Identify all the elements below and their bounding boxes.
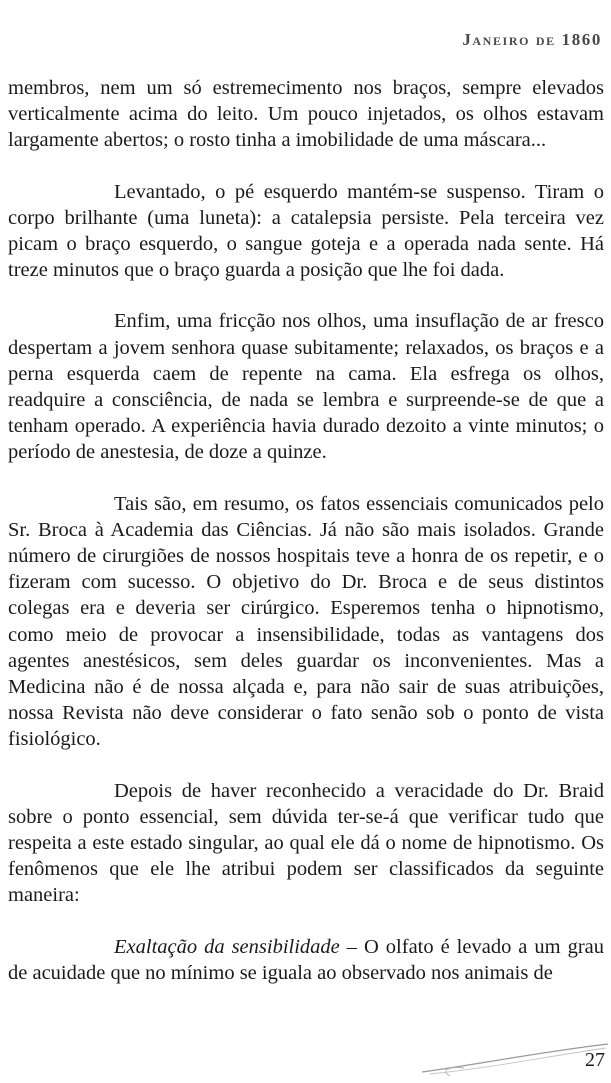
running-header: Janeiro de 1860 xyxy=(462,30,602,49)
paragraph-6 xyxy=(8,934,604,986)
paragraph-5: Depois de haver reconhecido a veracidade do Dr. Braid sobre o ponto essencial, sem dúvida ter-se-á que verificar tudo que respeita a este estado singular, ao qual ele dá o nome de hipnotismo. Os fenômenos que ele lhe atribui podem ser classificados da seguinte maneira: xyxy=(8,779,604,907)
page-body xyxy=(8,75,604,986)
paragraph-1: membros, nem um só estremecimento nos braços, sempre elevados verticalmente acima do leito. Um pouco injetados, os olhos estavam largamente abertos; o rosto tinha a imobilidade de uma máscara... xyxy=(8,77,604,152)
paragraph-4: Tais são, em resumo, os fatos essenciais comunicados pelo Sr. Broca à Academia das Ciências. Já não são mais isolados. Grande número de cirurgiões de nossos hospitais teve a honra de os repetir, e o fizeram com sucesso. O objetivo do Dr. Broca e de seus distintos colegas era e deveria ser cirúrgico. Esperemos tenha o hipnotismo, como meio de provocar a insensibilidade, todas as vantagens dos agentes anestésicos, sem deles guardar os inconvenientes. Mas a Medicina não é de nossa alçada e, para não sair de suas atribuições, nossa Revista não deve considerar o fato senão sob o ponto de vista fisiológico. xyxy=(8,492,604,751)
paragraph-2: Levantado, o pé esquerdo mantém-se suspenso. Tiram o corpo brilhante (uma luneta): a catalepsia persiste. Pela terceira vez picam o braço esquerdo, o sangue goteja e a operada nada sente. Há treze minutos que o braço guarda a posição que lhe foi dada. xyxy=(8,180,604,282)
footer-flourish-ornament xyxy=(420,1038,610,1078)
section-heading-italic: Exaltação da sensibilidade xyxy=(114,935,340,958)
paragraph-6-text: – O olfato é levado a um grau de acuidade que no mínimo se iguala ao observado nos animais de xyxy=(8,935,605,984)
page-number: 27 xyxy=(585,1049,605,1071)
paragraph-3: Enfim, uma fricção nos olhos, uma insuflação de ar fresco despertam a jovem senhora quase subitamente; relaxados, os braços e a perna esquerda caem de repente na cama. Ela esfrega os olhos, readquire a consciência, de nada se lembra e surpreende-se de que a tenham operado. A experiência havia durado dezoito a vinte minutos; o período de anestesia, de doze a quinze. xyxy=(8,310,604,464)
